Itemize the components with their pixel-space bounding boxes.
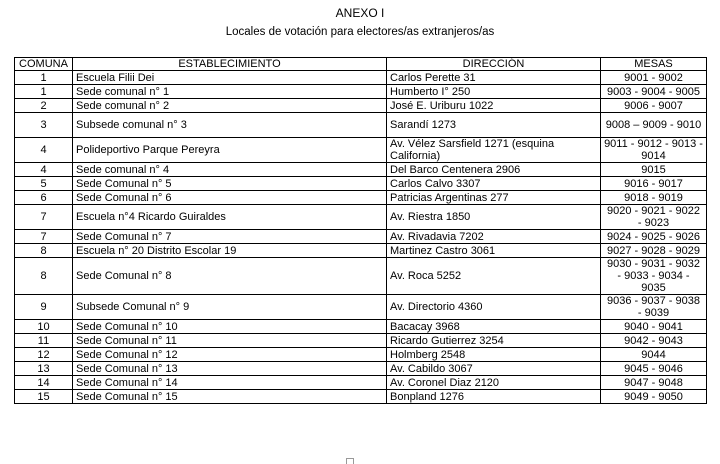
cell-comuna: 6	[15, 191, 73, 205]
cell-mesas: 9027 - 9028 - 9029	[601, 244, 707, 258]
cell-establecimiento: Sede Comunal n° 6	[73, 191, 387, 205]
cell-direccion: Carlos Perette 31	[387, 71, 601, 85]
cell-mesas: 9045 - 9046	[601, 362, 707, 376]
cell-mesas: 9018 - 9019	[601, 191, 707, 205]
cell-mesas: 9049 - 9050	[601, 390, 707, 404]
cell-direccion: Av. Roca 5252	[387, 258, 601, 295]
table-row	[15, 113, 707, 138]
page-title: ANEXO I	[335, 6, 385, 20]
cell-direccion: Av. Directorio 4360	[387, 295, 601, 320]
table-header-row	[15, 58, 707, 71]
cell-comuna: 12	[15, 348, 73, 362]
cell-establecimiento: Escuela n° 20 Distrito Escolar 19	[73, 244, 387, 258]
cell-comuna: 13	[15, 362, 73, 376]
cell-mesas: 9036 - 9037 - 9038 - 9039	[601, 295, 707, 320]
column-header-establecimiento: ESTABLECIMIENTO	[73, 58, 387, 71]
cell-establecimiento: Sede Comunal n° 11	[73, 334, 387, 348]
table-row	[15, 230, 707, 244]
cell-mesas: 9003 - 9004 - 9005	[601, 85, 707, 99]
table-body	[15, 71, 707, 404]
table-row	[15, 320, 707, 334]
column-header-comuna: COMUNA	[15, 58, 73, 71]
cell-mesas: 9040 - 9041	[601, 320, 707, 334]
cell-comuna: 14	[15, 376, 73, 390]
cell-comuna: 9	[15, 295, 73, 320]
cell-mesas: 9020 - 9021 - 9022 - 9023	[601, 205, 707, 230]
cell-mesas: 9001 - 9002	[601, 71, 707, 85]
polling-places-table	[14, 57, 707, 404]
cell-direccion: Av. Rivadavia 7202	[387, 230, 601, 244]
cell-direccion: Carlos Calvo 3307	[387, 177, 601, 191]
cell-mesas: 9024 - 9025 - 9026	[601, 230, 707, 244]
cell-direccion: Patricias Argentinas 277	[387, 191, 601, 205]
page-subtitle: Locales de votación para electores/as extranjeros/as	[225, 26, 495, 38]
table-row	[15, 191, 707, 205]
cell-establecimiento: Escuela n°4 Ricardo Guiraldes	[73, 205, 387, 230]
cell-mesas: 9016 - 9017	[601, 177, 707, 191]
cell-establecimiento: Sede Comunal n° 8	[73, 258, 387, 295]
table-row	[15, 295, 707, 320]
cell-comuna: 8	[15, 244, 73, 258]
cell-direccion: Ricardo Gutierrez 3254	[387, 334, 601, 348]
cell-establecimiento: Sede Comunal n° 10	[73, 320, 387, 334]
table-row	[15, 71, 707, 85]
column-header-direccion: DIRECCIÓN	[387, 58, 601, 71]
cell-comuna: 5	[15, 177, 73, 191]
cell-comuna: 3	[15, 113, 73, 138]
cell-direccion: Martinez Castro 3061	[387, 244, 601, 258]
cell-mesas: 9015	[601, 163, 707, 177]
cell-comuna: 8	[15, 258, 73, 295]
cell-establecimiento: Sede Comunal n° 15	[73, 390, 387, 404]
cell-comuna: 7	[15, 230, 73, 244]
cell-establecimiento: Sede Comunal n° 5	[73, 177, 387, 191]
cell-mesas: 9006 - 9007	[601, 99, 707, 113]
cell-direccion: Av. Cabildo 3067	[387, 362, 601, 376]
cell-establecimiento: Sede Comunal n° 13	[73, 362, 387, 376]
cell-direccion: Av. Vélez Sarsfield 1271 (esquina California)	[387, 138, 601, 163]
cell-comuna: 1	[15, 71, 73, 85]
cell-direccion: Bonpland 1276	[387, 390, 601, 404]
cell-establecimiento: Subsede Comunal n° 9	[73, 295, 387, 320]
cell-direccion: Sarandí 1273	[387, 113, 601, 138]
table-row	[15, 348, 707, 362]
cell-establecimiento: Escuela Filii Dei	[73, 71, 387, 85]
table-row	[15, 205, 707, 230]
cell-comuna: 2	[15, 99, 73, 113]
table-row	[15, 376, 707, 390]
table-row	[15, 138, 707, 163]
table-row	[15, 244, 707, 258]
cell-direccion: Humberto I° 250	[387, 85, 601, 99]
cell-mesas: 9030 - 9031 - 9032 - 9033 - 9034 - 9035	[601, 258, 707, 295]
cell-direccion: Av. Coronel Diaz 2120	[387, 376, 601, 390]
cell-comuna: 10	[15, 320, 73, 334]
cell-direccion: Holmberg 2548	[387, 348, 601, 362]
cell-direccion: Av. Riestra 1850	[387, 205, 601, 230]
page-mark	[346, 458, 354, 464]
cell-comuna: 11	[15, 334, 73, 348]
cell-comuna: 4	[15, 163, 73, 177]
table-row	[15, 334, 707, 348]
table-row	[15, 258, 707, 295]
cell-establecimiento: Sede comunal n° 1	[73, 85, 387, 99]
table-row	[15, 362, 707, 376]
cell-establecimiento: Sede Comunal n° 7	[73, 230, 387, 244]
table-row	[15, 99, 707, 113]
cell-establecimiento: Sede comunal n° 2	[73, 99, 387, 113]
cell-comuna: 4	[15, 138, 73, 163]
column-header-mesas: MESAS	[601, 58, 707, 71]
cell-mesas: 9008 – 9009 - 9010	[601, 113, 707, 138]
cell-comuna: 1	[15, 85, 73, 99]
cell-direccion: Bacacay 3968	[387, 320, 601, 334]
cell-mesas: 9044	[601, 348, 707, 362]
table-row	[15, 177, 707, 191]
cell-establecimiento: Polideportivo Parque Pereyra	[73, 138, 387, 163]
cell-establecimiento: Sede Comunal n° 12	[73, 348, 387, 362]
cell-direccion: José E. Uriburu 1022	[387, 99, 601, 113]
cell-comuna: 15	[15, 390, 73, 404]
table-row	[15, 85, 707, 99]
table-row	[15, 163, 707, 177]
cell-establecimiento: Sede comunal n° 4	[73, 163, 387, 177]
cell-mesas: 9011 - 9012 - 9013 - 9014	[601, 138, 707, 163]
cell-mesas: 9042 - 9043	[601, 334, 707, 348]
cell-establecimiento: Sede Comunal n° 14	[73, 376, 387, 390]
cell-establecimiento: Subsede comunal n° 3	[73, 113, 387, 138]
cell-direccion: Del Barco Centenera 2906	[387, 163, 601, 177]
cell-mesas: 9047 - 9048	[601, 376, 707, 390]
cell-comuna: 7	[15, 205, 73, 230]
table-row	[15, 390, 707, 404]
